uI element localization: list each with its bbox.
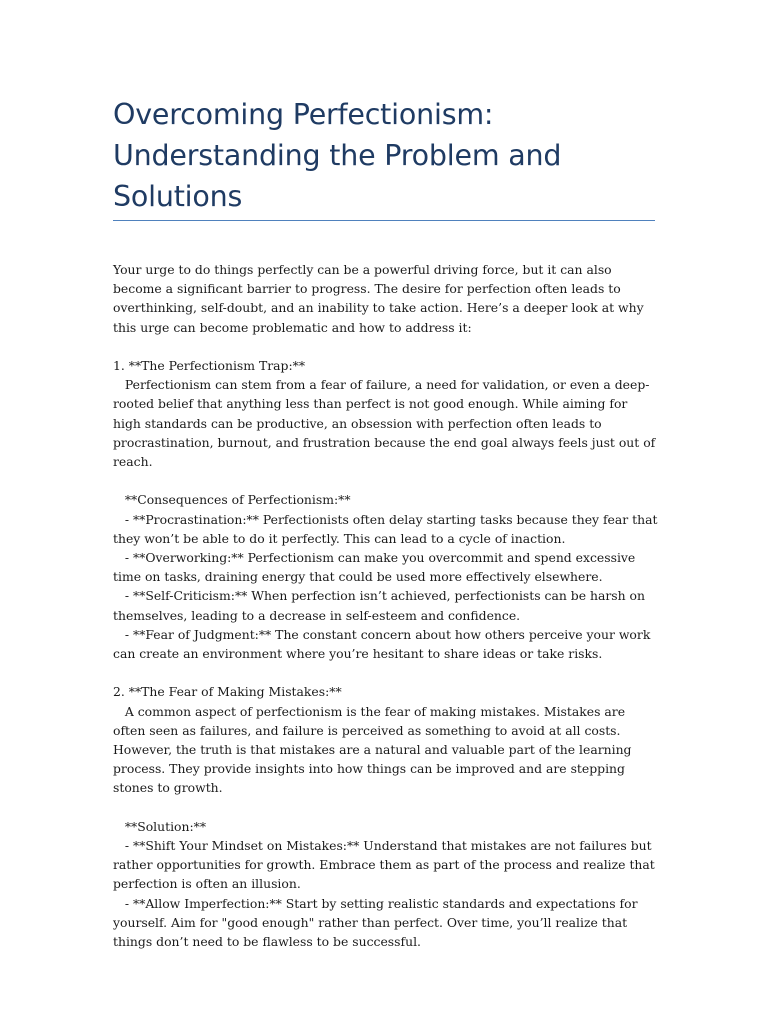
paragraph-gap — [113, 663, 658, 682]
paragraph-gap — [113, 798, 658, 817]
section-1-subheading: **Consequences of Perfectionism:** — [113, 492, 351, 508]
section-1-item-overworking: - **Overworking:** Perfectionism can make you overcommit and spend excessive time on tasks, draining energy that could be used more effectively elsewhere. — [113, 550, 640, 585]
section-2-item-shift-mindset: - **Shift Your Mindset on Mistakes:** Understand that mistakes are not failures but rather opportunities for growth. Embrace them as part of the process and realize that perfection is often an illusion. — [113, 838, 659, 892]
section-1-item-self-criticism: - **Self-Criticism:** When perfection isn’t achieved, perfectionists can be harsh on themselves, leading to a decrease in self-esteem and confidence. — [113, 588, 649, 623]
section-2-item-allow-imperfection: - **Allow Imperfection:** Start by setting realistic standards and expectations for yourself. Aim for "good enough" rather than perfect. Over time, you’ll realize that things don’t need to be flawless to be successful. — [113, 895, 642, 950]
paragraph-gap — [113, 471, 658, 490]
paragraph-gap — [113, 337, 658, 356]
section-1-heading: 1. **The Perfectionism Trap:** — [113, 358, 306, 373]
section-1-item-fear-of-judgment: - **Fear of Judgment:** The constant concern about how others perceive your work can create an environment where you’re hesitant to share ideas or take risks. — [113, 626, 655, 662]
intro-paragraph: Your urge to do things perfectly can be a powerful driving force, but it can also become a significant barrier to progress. The desire for perfection often leads to overthinking, self-doubt, and an inability to take action. Here’s a deeper look at why this urge can become problematic and how to address it: — [113, 262, 648, 335]
document-body — [113, 260, 662, 951]
title-divider — [113, 220, 655, 221]
section-2-heading: 2. **The Fear of Making Mistakes:** — [113, 684, 342, 700]
section-1-body: Perfectionism can stem from a fear of failure, a need for validation, or even a deep-rooted belief that anything less than perfect is not good enough. While aiming for high standards can be productive, an obsession with perfection often leads to procrastination, burnout, and frustration because the end goal always feels just out of reach. — [113, 377, 660, 470]
document-title: Overcoming Perfectionism: Understanding the Problem and Solutions — [113, 98, 562, 213]
section-2-body: A common aspect of perfectionism is the fear of making mistakes. Mistakes are often seen as failures, and failure is perceived as something to avoid at all costs. However, the truth is that mistakes are a natural and valuable part of the learning process. They provide insights into how things can be improved and are stepping stones to growth. — [113, 703, 636, 796]
section-1-item-procrastination: - **Procrastination:** Perfectionists often delay starting tasks because they fear that they won’t be able to do it perfectly. This can lead to a cycle of inaction. — [113, 511, 662, 546]
section-2-subheading: **Solution:** — [113, 818, 207, 834]
